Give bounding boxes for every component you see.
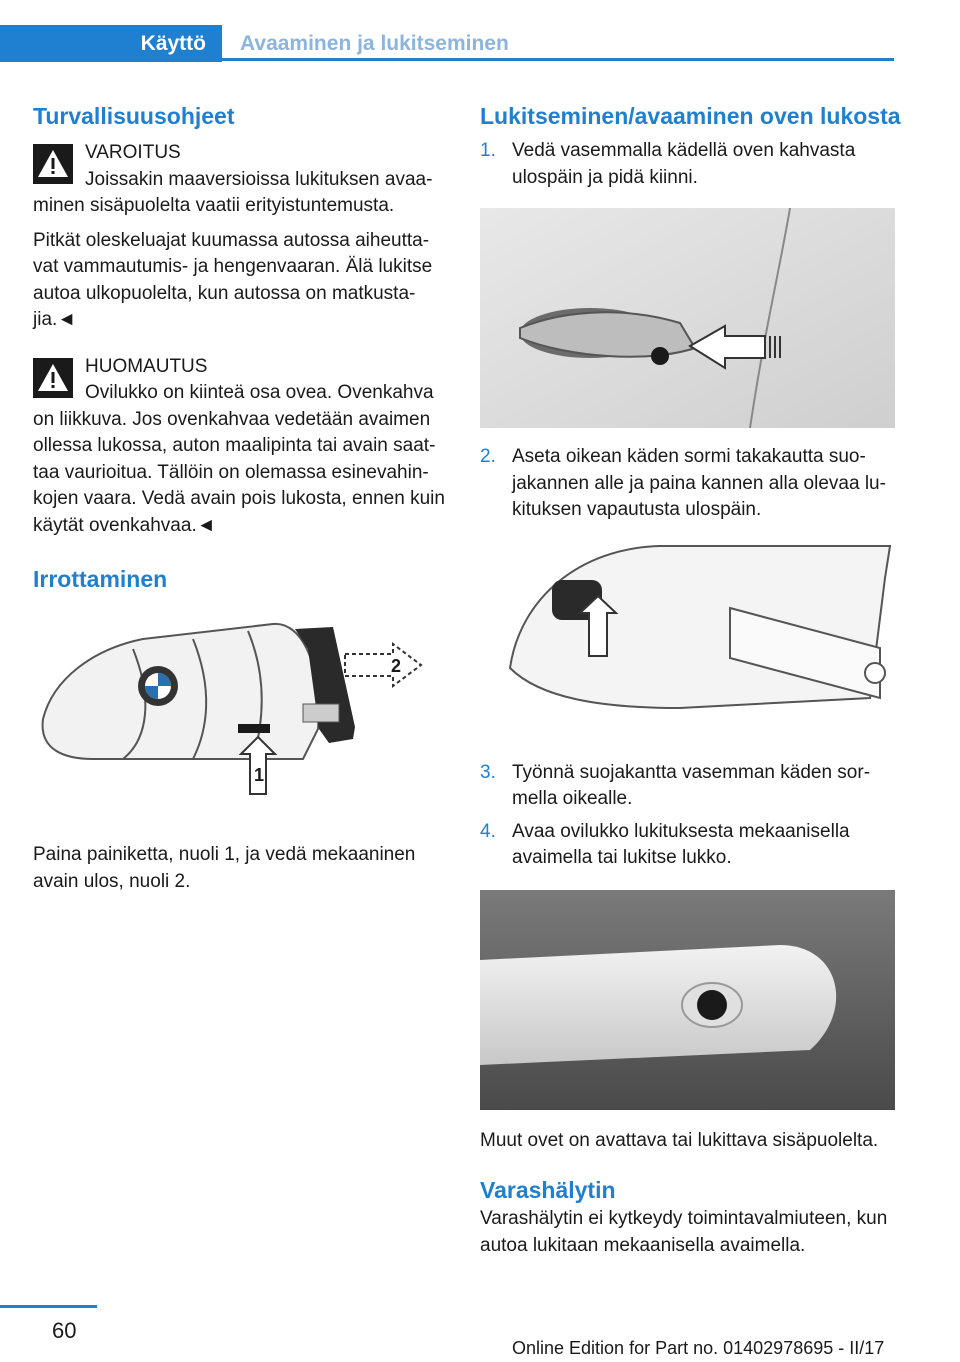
- steps-list-c: [480, 760, 900, 872]
- page-header: [0, 0, 894, 62]
- steps-list-a: [480, 138, 900, 191]
- warning-rest: minen sisäpuolelta vaatii erityistuntemusta.: [33, 195, 395, 216]
- step-4-number: 4.: [480, 820, 496, 842]
- steps-list-b: [480, 444, 900, 524]
- step-3: [480, 760, 900, 813]
- right-column: [480, 100, 900, 1259]
- notice-line1: Ovilukko on kiinteä osa ovea. Ovenkahva: [85, 382, 434, 403]
- step-3-number: 3.: [480, 761, 496, 783]
- warning-triangle-icon: [33, 144, 73, 184]
- warning-line1: Joissakin maaversioissa lukituksen avaa‐: [85, 168, 433, 190]
- footer-rule: [0, 1305, 97, 1308]
- alarm-heading: Varashälytin: [480, 1177, 616, 1203]
- left-column: [33, 100, 450, 895]
- other-doors-text: Muut ovet on avattava tai lukittava sisäpuolelta.: [480, 1129, 879, 1151]
- step-1: [480, 138, 900, 191]
- warning-paragraph: Pitkät oleskeluajat kuumassa autossa aiheutta‐ vat vammautumis- ja hengenvaaran. Älä lukitse autoa ulkopuolelta, kun autossa on matkusta‐ jia.◄: [33, 229, 433, 330]
- notice-label: HUOMAUTUS: [85, 355, 208, 377]
- notice-rest: on liikkuva. Jos ovenkahvaa vedetään avaimen ollessa lukossa, auton maalipinta tai avain saat‐ taa vaurioitua. Tällöin on olemassa esinevahin‐ kojen vaara. Vedä avain pois lukosta, ennen kuin käytät ovenkahvaa.◄: [33, 408, 445, 536]
- warning-label: VAROITUS: [85, 142, 181, 163]
- step-2: [480, 444, 900, 524]
- notice-block: [33, 354, 450, 540]
- warning-block: [33, 140, 450, 334]
- chapter-title[interactable]: Avaaminen ja lukitseminen: [240, 31, 509, 55]
- page-number: 60: [52, 1318, 77, 1343]
- step-2-number: 2.: [480, 446, 496, 467]
- key-removal-illustration: [33, 609, 450, 824]
- lock-cover-illustration: [480, 538, 895, 748]
- step-2-text: Aseta oikean käden sormi takakautta suo‐ jakannen alle ja paina kannen alla olevaa lu‐ kituksen vapautusta ulospäin.: [512, 446, 886, 520]
- edition-note: Online Edition for Part no. 01402978695 - II/17: [512, 1338, 885, 1358]
- section-tab[interactable]: Käyttö: [0, 25, 222, 62]
- step-1-text: Vedä vasemmalla kädellä oven kahvasta ulospäin ja pidä kiinni.: [512, 140, 856, 188]
- step-3-text: Työnnä suojakantta vasemman käden sor‐ mella oikealle.: [512, 761, 871, 809]
- step-4: [480, 819, 900, 872]
- safety-heading: Turvallisuusohjeet: [33, 103, 235, 129]
- door-handle-photo: [480, 208, 895, 428]
- alarm-text: Varashälytin ei kytkeydy toimintavalmiuteen, kun autoa lukitaan mekaanisella avaimella.: [480, 1208, 888, 1256]
- door-lock-photo: [480, 890, 895, 1110]
- arrow-2-icon: [345, 644, 421, 686]
- step-4-text: Avaa ovilukko lukituksesta mekaanisella avaimella tai lukitse lukko.: [512, 820, 850, 868]
- step-1-number: 1.: [480, 140, 496, 161]
- header-rule: [222, 58, 894, 61]
- arrow-2-label: 2: [391, 656, 402, 676]
- arrow-1-label: 1: [254, 765, 265, 785]
- door-lock-heading: Lukitseminen/avaaminen oven lukosta: [480, 103, 901, 129]
- notice-triangle-icon: [33, 358, 73, 398]
- removal-text: Paina painiketta, nuoli 1, ja vedä mekaaninen avain ulos, nuoli 2.: [33, 844, 416, 892]
- removal-heading: Irrottaminen: [33, 566, 168, 592]
